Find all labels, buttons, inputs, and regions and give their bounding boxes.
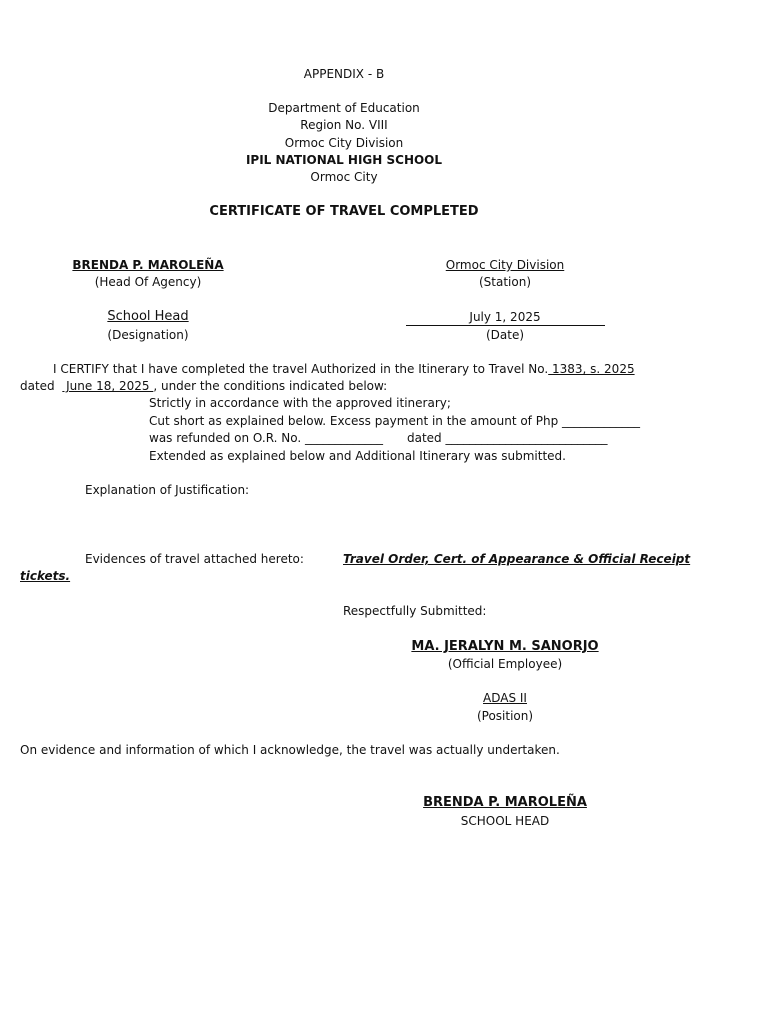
- city-name: Ormoc City: [310, 170, 378, 184]
- designation-label: (Designation): [107, 328, 189, 342]
- evidence-label: Evidences of travel attached hereto:: [85, 552, 304, 566]
- acknowledgement-text: On evidence and information of which I acknowledge, the travel was actually undertaken.: [20, 743, 560, 757]
- explanation-label: Explanation of Justification:: [85, 483, 250, 497]
- condition-refund-date: dated ___________________________: [407, 431, 608, 445]
- certify-text: I CERTIFY that I have completed the travel Authorized in the Itinerary to Travel No.: [53, 362, 549, 376]
- date-underline: [406, 325, 605, 326]
- station-label: (Station): [478, 275, 532, 289]
- condition-strict: Strictly in accordance with the approved itinerary;: [149, 396, 451, 410]
- condition-refund-or: was refunded on O.R. No. _____________: [149, 431, 383, 445]
- station-value: Ormoc City Division: [445, 258, 565, 272]
- head-of-agency-label: (Head Of Agency): [94, 275, 202, 289]
- document-title: CERTIFICATE OF TRAVEL COMPLETED: [209, 204, 479, 219]
- division-name: Ormoc City Division: [284, 136, 404, 150]
- department-name: Department of Education: [268, 101, 420, 115]
- appendix-label: APPENDIX - B: [303, 67, 385, 81]
- employee-label: (Official Employee): [447, 657, 563, 671]
- position-value: ADAS II: [483, 691, 527, 705]
- date-value: July 1, 2025: [469, 310, 541, 324]
- conditions-intro: , under the conditions indicated below:: [153, 379, 388, 393]
- evidence-value: Travel Order, Cert. of Appearance & Official Receipt: [343, 552, 691, 566]
- itinerary-number: 1383, s. 2025: [548, 362, 635, 376]
- school-name: IPIL NATIONAL HIGH SCHOOL: [245, 153, 443, 167]
- employee-name: MA. JERALYN M. SANORJO: [411, 639, 599, 654]
- date-label: (Date): [485, 328, 525, 342]
- region-name: Region No. VIII: [300, 118, 388, 132]
- evidence-value-continued: tickets.: [20, 569, 71, 583]
- school-head-title: SCHOOL HEAD: [460, 814, 550, 828]
- head-of-agency-name: BRENDA P. MAROLEÑA: [72, 258, 224, 272]
- certify-line-2: [20, 379, 387, 394]
- dated-label: dated: [20, 379, 55, 393]
- school-head-name: BRENDA P. MAROLEÑA: [423, 795, 587, 810]
- condition-cut-short: Cut short as explained below. Excess payment in the amount of Php _____________: [149, 414, 640, 428]
- designation-value: School Head: [107, 309, 189, 324]
- certify-line-1: [53, 362, 635, 377]
- itinerary-date: June 18, 2025: [62, 379, 154, 393]
- position-label: (Position): [476, 709, 534, 723]
- submitted-label: Respectfully Submitted:: [343, 604, 487, 618]
- condition-extended: Extended as explained below and Additional Itinerary was submitted.: [149, 449, 566, 463]
